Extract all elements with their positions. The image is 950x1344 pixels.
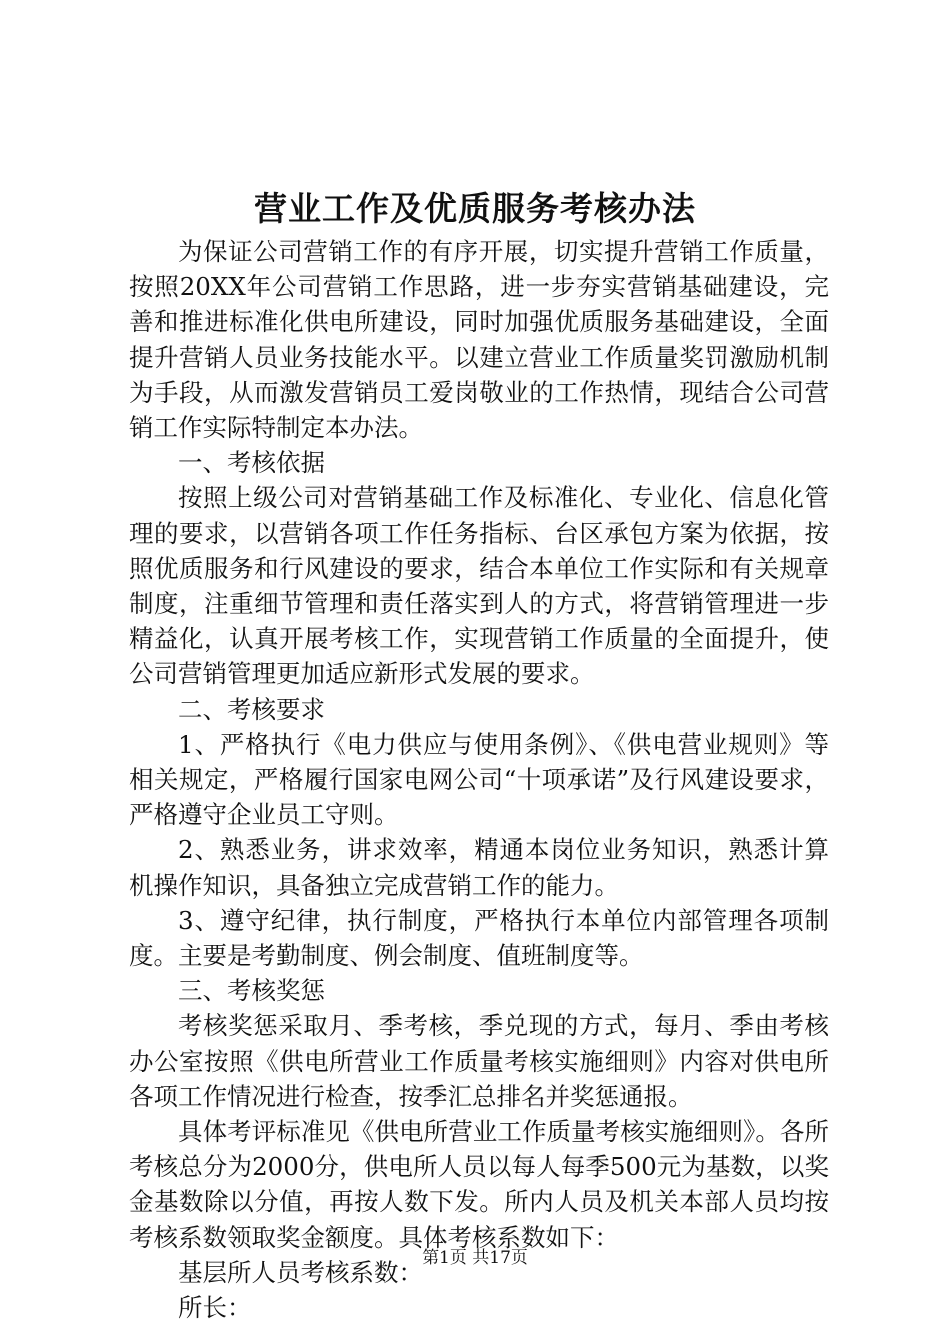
- paragraph-basis: 按照上级公司对营销基础工作及标准化、专业化、信息化管理的要求，以营销各项工作任务指标、台区承包方案为依据，按照优质服务和行风建设的要求，结合本单位工作实际和有关规章制度，注重细节管理和责任落实到人的方式，将营销管理进一步精益化，认真开展考核工作，实现营销工作质量的全面提升，使公司营销管理更加适应新形式发展的要求。: [129, 483, 829, 689]
- document-body: [129, 234, 829, 1325]
- requirement-item-2: 2、熟悉业务，讲求效率，精通本岗位业务知识，熟悉计算机操作知识，具备独立完成营销工作的能力。: [129, 835, 829, 900]
- paragraph-rewards-standard: 具体考评标准见《供电所营业工作质量考核实施细则》。各所考核总分为2000分，供电所人员以每人每季500元为基数，以奖金基数除以分值，再按人数下发。所内人员及机关本部人员均按考核系数领取奖金额度。具体考核系数如下：: [129, 1117, 829, 1252]
- section-heading-rewards: 三、考核奖惩: [178, 976, 325, 1006]
- section-heading-requirements: 二、考核要求: [178, 694, 325, 724]
- paragraph-intro: 为保证公司营销工作的有序开展，切实提升营销工作质量，按照20XX年公司营销工作思路，进一步夯实营销基础建设，完善和推进标准化供电所建设，同时加强优质服务基础建设，全面提升营销人员业务技能水平。以建立营业工作质量奖罚激励机制为手段，从而激发营销员工爱岗敬业的工作热情，现结合公司营销工作实际特制定本办法。: [129, 237, 829, 443]
- section-heading-basis: 一、考核依据: [178, 448, 325, 478]
- requirement-item-1: 1、严格执行《电力供应与使用条例》、《供电营业规则》等相关规定，严格履行国家电网公司“十项承诺”及行风建设要求，严格遵守企业员工守则。: [129, 729, 829, 830]
- paragraph-rewards-method: 考核奖惩采取月、季考核，季兑现的方式，每月、季由考核办公室按照《供电所营业工作质量考核实施细则》内容对供电所各项工作情况进行检查，按季汇总排名并奖惩通报。: [129, 1011, 829, 1111]
- requirement-item-3: 3、遵守纪律，执行制度，严格执行本单位内部管理各项制度。主要是考勤制度、例会制度、值班制度等。: [129, 905, 829, 971]
- paragraph-coefficient-heading: 基层所人员考核系数：: [178, 1257, 423, 1287]
- page-footer: 第1页 共17页: [422, 1248, 528, 1268]
- paragraph-director: 所长：: [178, 1293, 252, 1323]
- document-title: 营业工作及优质服务考核办法: [254, 189, 696, 228]
